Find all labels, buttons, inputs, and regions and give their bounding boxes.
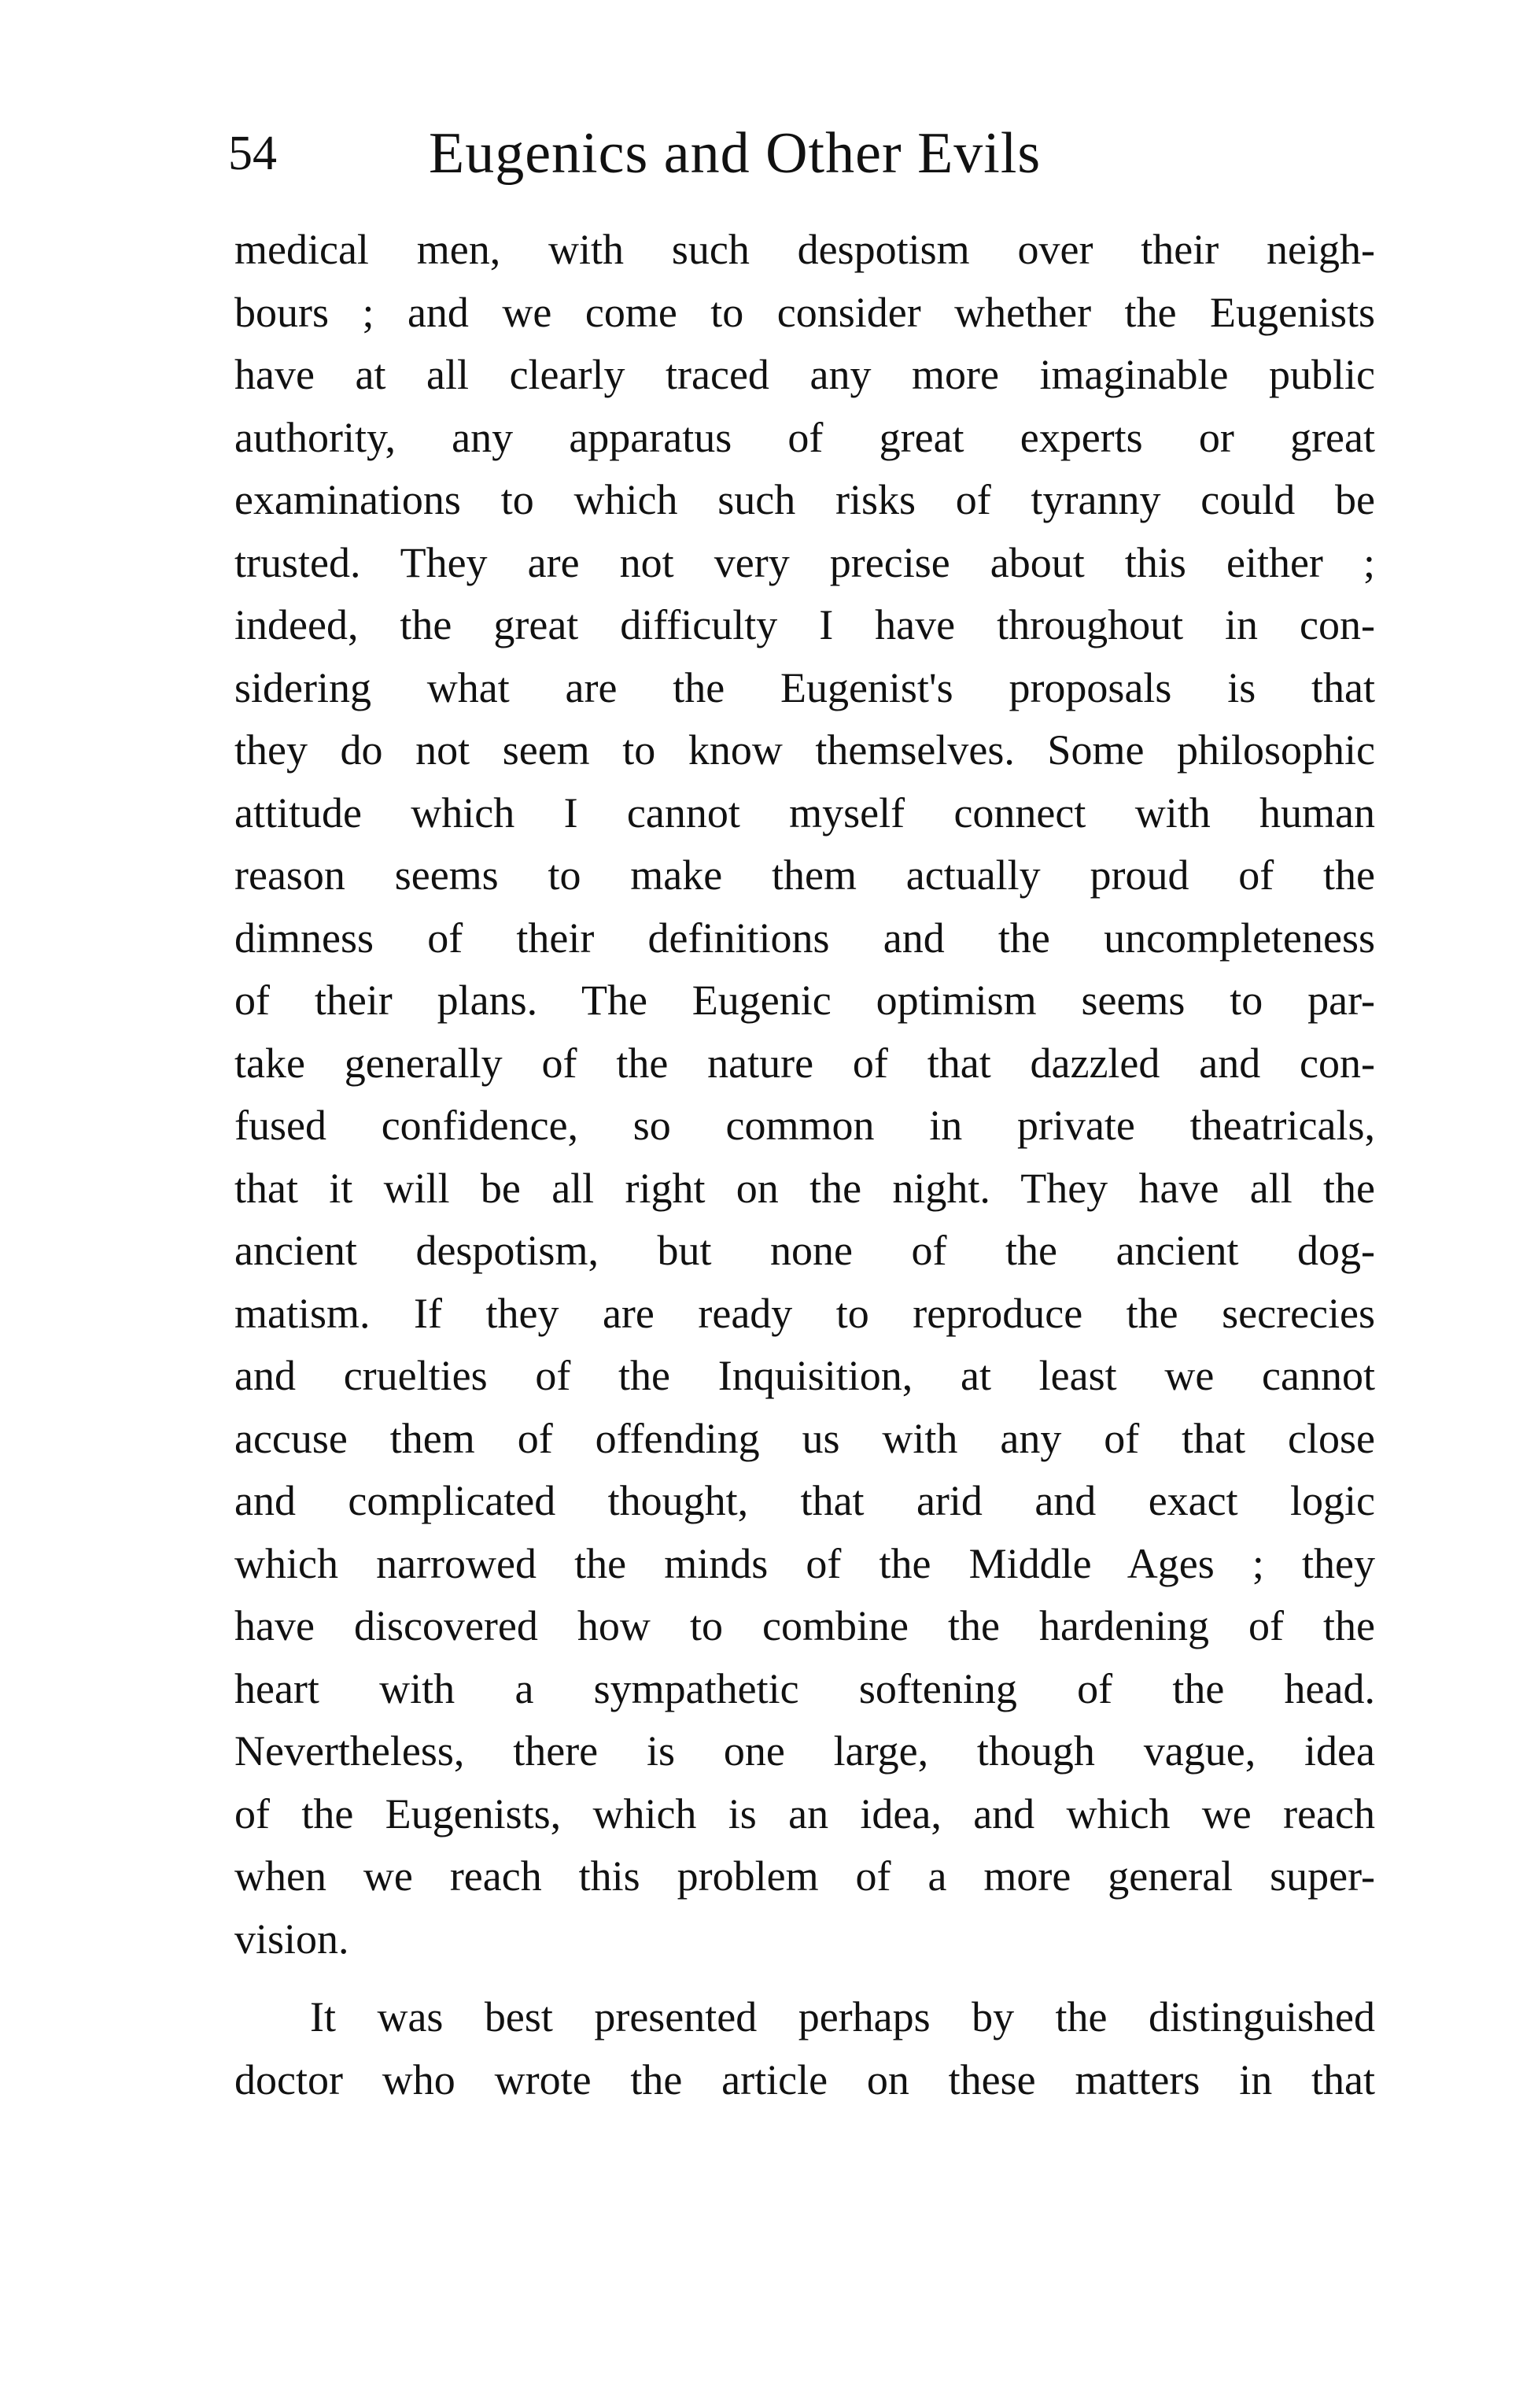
- text-line: sidering what are the Eugenist's proposals is that: [234, 663, 1375, 711]
- page-header: [228, 110, 1377, 197]
- page-number: 54: [228, 127, 277, 180]
- text-line: doctor who wrote the article on these matters in that: [234, 2055, 1375, 2103]
- paragraph-gap: [234, 1970, 1375, 1986]
- text-line: take generally of the nature of that dazzled and con-: [234, 1039, 1375, 1087]
- text-line: and complicated thought, that arid and exact logic: [234, 1477, 1375, 1524]
- text-line: authority, any apparatus of great experts or great: [234, 413, 1375, 461]
- text-line: have at all clearly traced any more imaginable public: [234, 351, 1375, 398]
- text-line: ancient despotism, but none of the ancient dog-: [234, 1227, 1375, 1274]
- text-line: when we reach this problem of a more general super-: [234, 1852, 1375, 1900]
- text-line: bours ; and we come to consider whether the Eugenists: [234, 288, 1375, 336]
- text-line: medical men, with such despotism over their neigh-: [234, 226, 1375, 273]
- paragraph: [234, 219, 1375, 1970]
- text-line: of the Eugenists, which is an idea, and which we reach: [234, 1789, 1375, 1837]
- text-line: which narrowed the minds of the Middle Ages ; they: [234, 1539, 1375, 1587]
- text-line: they do not seem to know themselves. Some philosophic: [234, 726, 1375, 774]
- text-line: It was best presented perhaps by the distinguished: [310, 1993, 1375, 2041]
- paragraph: [234, 1986, 1375, 2111]
- text-line: matism. If they are ready to reproduce the secrecies: [234, 1289, 1375, 1337]
- text-line: examinations to which such risks of tyranny could be: [234, 476, 1375, 523]
- text-line: heart with a sympathetic softening of the head.: [234, 1664, 1375, 1712]
- text-line: Nevertheless, there is one large, though vague, idea: [234, 1727, 1375, 1775]
- text-line: indeed, the great difficulty I have throughout in con-: [234, 601, 1375, 648]
- running-title: Eugenics and Other Evils: [429, 121, 1042, 186]
- text-line: that it will be all right on the night. They have all the: [234, 1164, 1375, 1212]
- text-line: attitude which I cannot myself connect with human: [234, 789, 1375, 837]
- text-line: have discovered how to combine the hardening of the: [234, 1602, 1375, 1649]
- text-line: trusted. They are not very precise about this either ;: [234, 538, 1375, 586]
- text-line: vision.: [234, 1915, 349, 1963]
- text-line: and cruelties of the Inquisition, at least we cannot: [234, 1352, 1375, 1399]
- text-line: reason seems to make them actually proud of the: [234, 851, 1375, 899]
- text-line: dimness of their definitions and the uncompleteness: [234, 914, 1375, 962]
- text-line: fused confidence, so common in private theatricals,: [234, 1102, 1375, 1149]
- body-text: [234, 219, 1375, 2111]
- text-line: accuse them of offending us with any of that close: [234, 1414, 1375, 1462]
- text-line: of their plans. The Eugenic optimism seems to par-: [234, 977, 1375, 1024]
